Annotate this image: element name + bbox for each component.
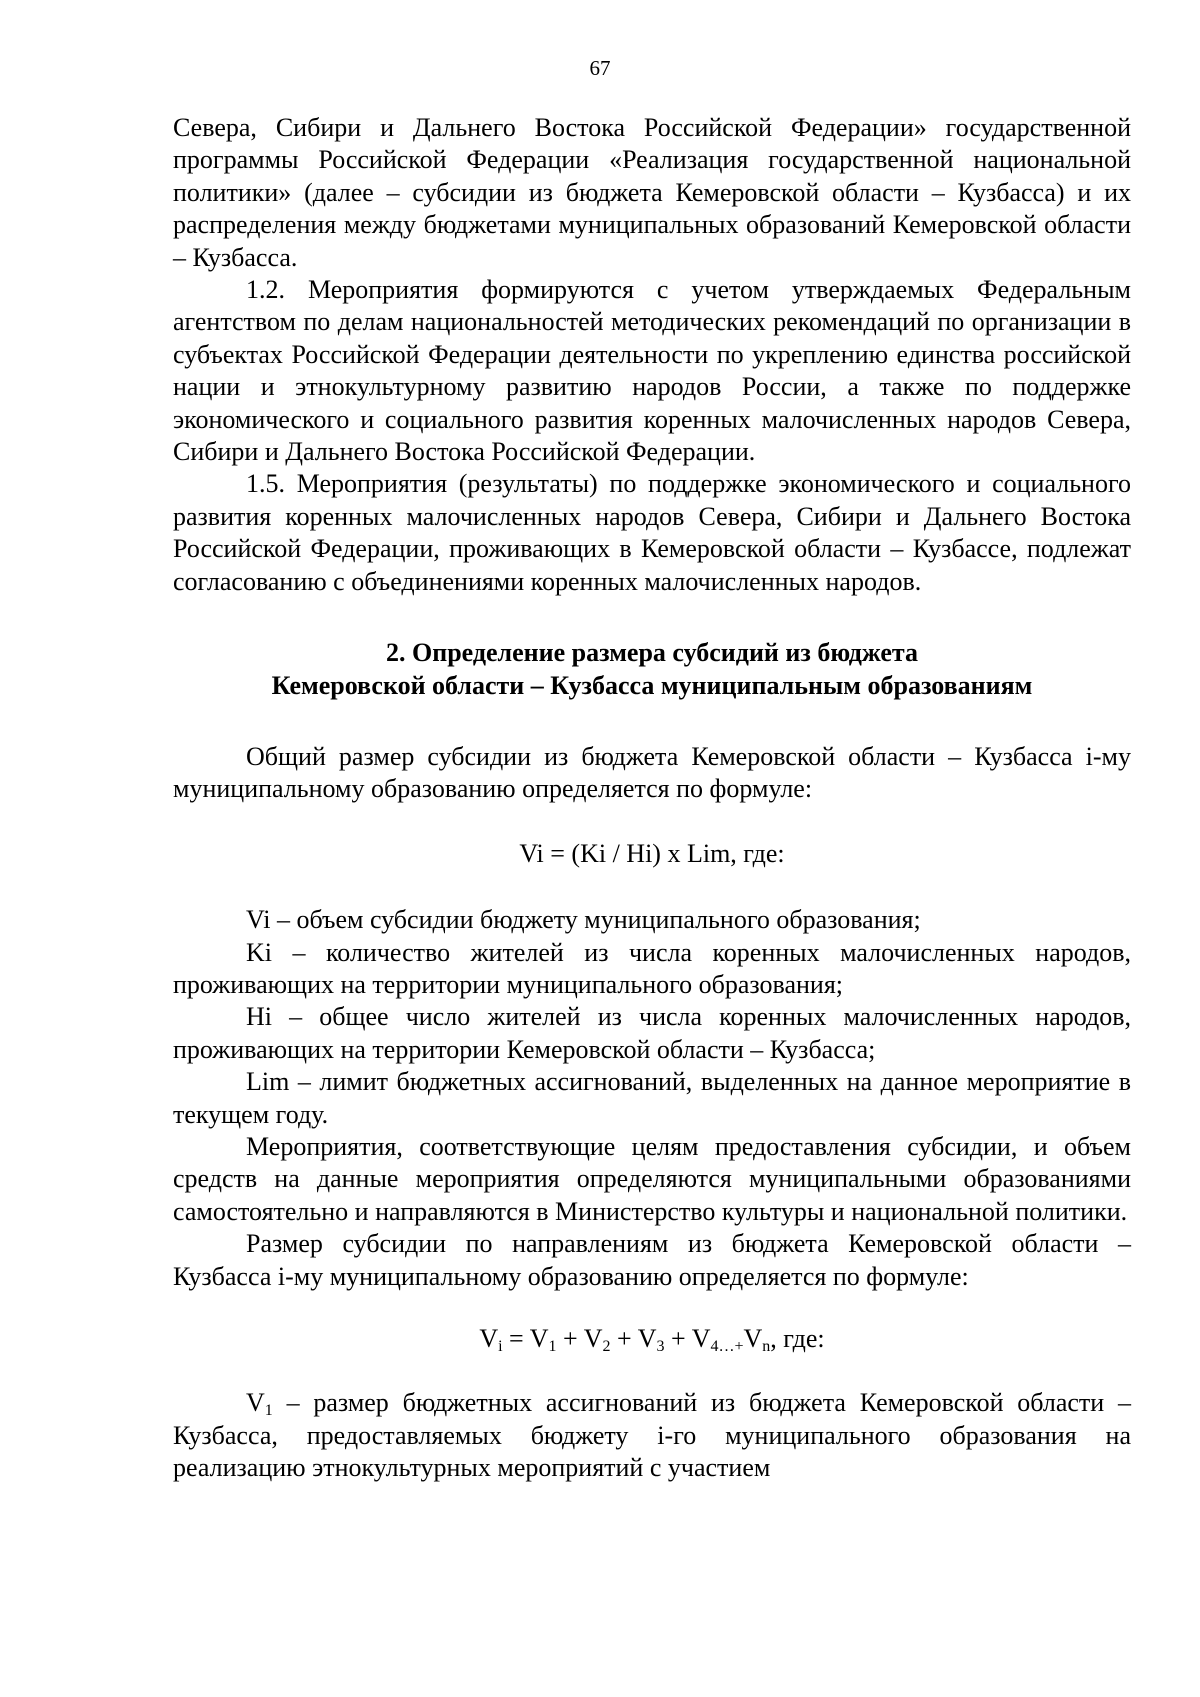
section-heading-line-1: 2. Определение размера субсидий из бюджета — [385, 638, 919, 668]
definition-lim: Lim – лимит бюджетных ассигнований, выделенных на данное мероприятие в текущем году. — [173, 1067, 1131, 1129]
document-body — [173, 112, 1131, 1485]
definition-hi: Hi – общее число жителей из числа коренных малочисленных народов, проживающих на территории Кемеровской области – Кузбасса; — [173, 1002, 1131, 1064]
definition-v1: $V_1$ – размер бюджетных ассигнований из бюджета Кемеровской области – Кузбасса, предоставляемых бюджету i-го муниципального образования на реализацию этнокультурных мероприятий с участием — [173, 1388, 1131, 1483]
section-heading — [173, 637, 1131, 702]
page-number: 67 — [589, 56, 611, 80]
formula-total: Vi = (Ki / Hi) x Lim, где: — [519, 838, 785, 868]
paragraph-1-5: 1.5. Мероприятия (результаты) по поддержке экономического и социального развития коренных малочисленных народов Севера, Сибири и Дальнего Востока Российской Федерации, проживающих в Кемеровской области – Кузбассе, подлежат согласованию с объединениями коренных малочисленных народов. — [173, 469, 1131, 596]
paragraph-1-2: 1.2. Мероприятия формируются с учетом утверждаемых Федеральным агентством по делам национальностей методических рекомендаций по организации в субъектах Российской Федерации деятельности по укреплению единства российской нации и этнокультурному развитию народов России, а также по поддержке экономического и социального развития коренных малочисленных народов Севера, Сибири и Дальнего Востока Российской Федерации. — [173, 275, 1131, 467]
paragraph-continuation: Севера, Сибири и Дальнего Востока Российской Федерации» государственной программы Российской Федерации «Реализация государственной национальной политики» (далее – субсидии из бюджета Кемеровской области – Кузбасса) и их распределения между бюджетами муниципальных образований Кемеровской области – Кузбасса. — [173, 113, 1131, 272]
paragraph-measures: Мероприятия, соответствующие целям предоставления субсидии, и объем средств на данные мероприятия определяются муниципальными образованиями самостоятельно и направляются в Министерство культуры и национальной политики. — [173, 1131, 1131, 1226]
definition-vi: Vi – объем субсидии бюджету муниципального образования; — [246, 905, 921, 935]
section-heading-line-2: Кемеровской области – Кузбасса муниципальным образованиям — [271, 670, 1033, 700]
paragraph-directions: Размер субсидии по направлениям из бюджета Кемеровской области – Кузбасса i-му муниципальному образованию определяется по формуле: — [173, 1229, 1131, 1291]
definition-ki: Ki – количество жителей из числа коренных малочисленных народов, проживающих на территории муниципального образования; — [173, 937, 1131, 999]
formula-directions: $V_i = V_1 + V_2 + V_3 + V_{4\dots+}V_n$, где: — [479, 1324, 825, 1355]
intro-paragraph: Общий размер субсидии из бюджета Кемеровской области – Кузбасса i-му муниципальному образованию определяется по формуле: — [173, 741, 1131, 804]
